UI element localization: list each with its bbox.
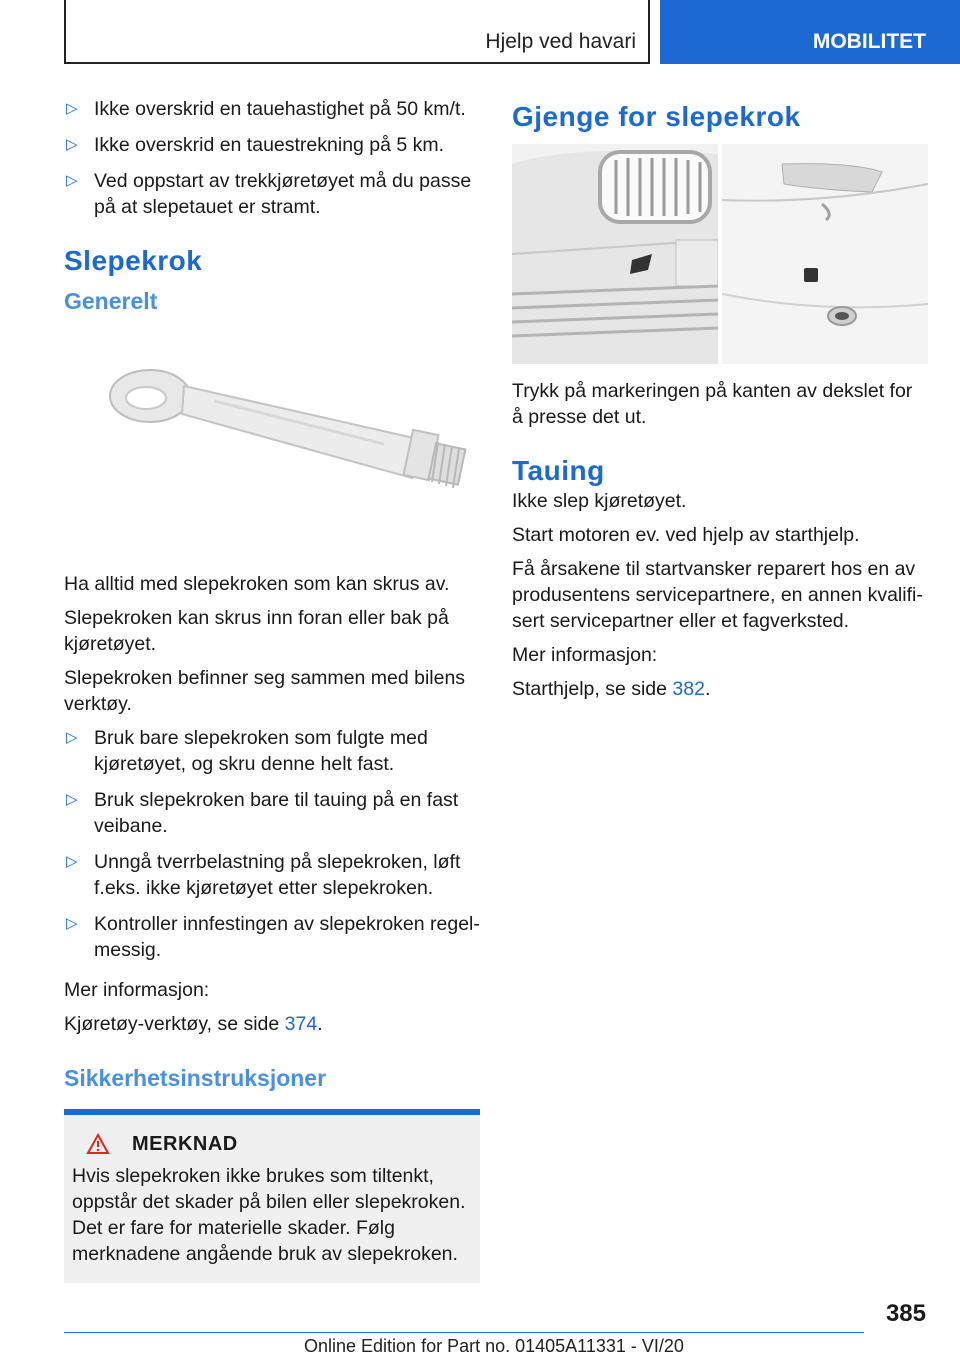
- list-item: ▷ Bruk slepekroken bare til tauing på en fast veibane.: [66, 789, 459, 837]
- list-item: ▷ Ikke overskrid en tauestrekning på 5 km.: [66, 134, 445, 156]
- bullet-triangle-icon: ▷: [66, 100, 78, 117]
- notice-text: Hvis slepekroken ikke brukes som tiltenkt, oppstår det skader på bilen eller slepekroken. Det er fare for materielle skader. Følg merknadene angående bruk av slepekroken.: [72, 1165, 466, 1265]
- rear-bumper-illustration: [722, 144, 928, 364]
- heading-tauing: Tauing: [512, 455, 605, 486]
- cross-reference: Kjøretøy-verktøy, se side 374.: [64, 1013, 323, 1035]
- left-column: [64, 96, 480, 1283]
- subheading-generelt: Generelt: [64, 288, 158, 314]
- heading-thread: Gjenge for slepekrok: [512, 101, 801, 132]
- list-item: ▷ Kontroller innfestingen av slepekroken regelmessig.: [66, 913, 480, 961]
- page-link[interactable]: 382: [672, 678, 705, 700]
- bullet-triangle-icon: ▷: [66, 136, 78, 153]
- list-item: ▷ Ved oppstart av trekkjøretøyet må du passe på at slepetauet er stramt.: [66, 170, 472, 218]
- page-link[interactable]: 374: [284, 1013, 318, 1035]
- cross-reference: Starthjelp, se side 382.: [512, 678, 711, 700]
- front-bumper-illustration: [512, 144, 718, 364]
- page-number: 385: [885, 1300, 926, 1327]
- paragraph: Få årsakene til startvansker reparert hos en av produsentens servicepartnere, en annen kvalifisert servicepartner eller et fagverksted.: [512, 558, 923, 632]
- heading-slepekrok: Slepekrok: [64, 245, 203, 276]
- right-column: [512, 96, 928, 710]
- paragraph: Trykk på markeringen på kanten av dekslet for å presse det ut.: [512, 380, 913, 428]
- notice-header: [72, 1131, 468, 1157]
- paragraph: Ha alltid med slepekroken som kan skrus av.: [64, 573, 450, 595]
- more-info-label: Mer informasjon:: [64, 979, 210, 1001]
- more-info-label: Mer informasjon:: [512, 644, 658, 666]
- paragraph: Ikke slep kjøretøyet.: [512, 490, 687, 512]
- list-item: ▷ Bruk bare slepekroken som fulgte med kjøretøyet, og skru denne helt fast.: [66, 727, 428, 775]
- footer-edition: Online Edition for Part no. 01405A11331 - VI/20: [304, 1336, 684, 1356]
- tow-hook-illustration: [64, 346, 480, 536]
- bullet-triangle-icon: ▷: [66, 791, 78, 808]
- list-item: ▷ Unngå tverrbelastning på slepekroken, løft f.eks. ikke kjøretøyet etter slepekroken.: [66, 851, 461, 899]
- bumper-illustrations: [512, 144, 928, 364]
- paragraph: Start motoren ev. ved hjelp av starthjelp.: [512, 524, 860, 546]
- paragraph: Slepekroken kan skrus inn foran eller bak på kjøretøyet.: [64, 607, 449, 655]
- subheading-safety: Sikkerhetsinstruksjoner: [64, 1065, 327, 1091]
- notice-label: MERKNAD: [132, 1133, 238, 1155]
- list-item: ▷ Ikke overskrid en tauehastighet på 50 km/t.: [66, 98, 466, 120]
- header-box: [64, 0, 650, 64]
- notice-box: [64, 1109, 480, 1283]
- bullet-triangle-icon: ▷: [66, 853, 78, 870]
- warning-triangle-icon: [86, 1133, 110, 1155]
- bullet-triangle-icon: ▷: [66, 729, 78, 746]
- bullet-triangle-icon: ▷: [66, 172, 78, 189]
- footer-divider: [64, 1332, 864, 1333]
- section-tab[interactable]: MOBILITET: [660, 0, 960, 64]
- paragraph: Slepekroken befinner seg sammen med bilens verktøy.: [64, 667, 466, 715]
- bullet-triangle-icon: ▷: [66, 915, 78, 932]
- chapter-title: Hjelp ved havari: [485, 30, 636, 53]
